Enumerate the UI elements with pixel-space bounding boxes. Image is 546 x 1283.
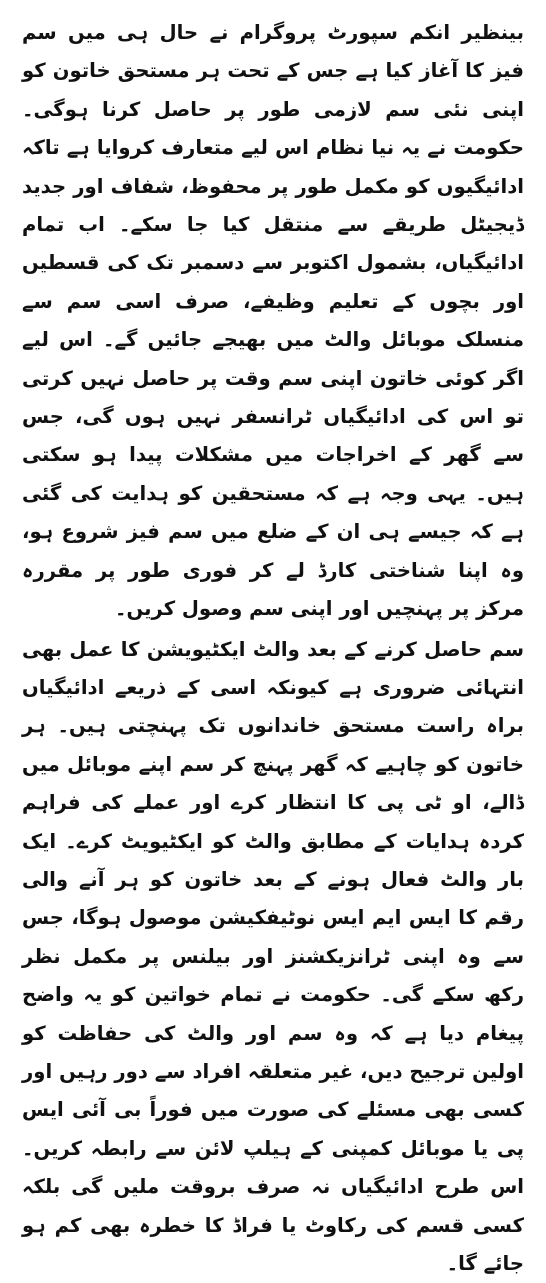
article-paragraph-1: بینظیر انکم سپورٹ پروگرام نے حال ہی میں سم فیز کا آغاز کیا ہے جس کے تحت ہر مستحق خاتون کو اپنی نئی سم لازمی طور پر حاصل کرنا ہوگی۔ حکومت نے یہ نیا نظام اس لیے متعارف کروایا ہے تاکہ ادائیگیوں کو مکمل طور پر محفوظ، شفاف اور جدید ڈیجیٹل طریقے سے منتقل کیا جا سکے۔ اب تمام ادائیگیاں، بشمول اکتوبر سے دسمبر تک کی قسطیں اور بچوں کے تعلیم وظیفے، صرف اسی سم سے منسلک موبائل والٹ میں بھیجے جائیں گے۔ اس لیے اگر کوئی خاتون اپنی سم وقت پر حاصل نہیں کرتی تو اس کی ادائیگیاں ٹرانسفر نہیں ہوں گی، جس سے گھر کے اخراجات میں مشکلات پیدا ہو سکتی ہیں۔ یہی وجہ ہے کہ مستحقین کو ہدایت کی گئی ہے کہ جیسے ہی ان کے ضلع میں سم فیز شروع ہو، وہ اپنا شناختی کارڈ لے کر فوری طور پر مقررہ مرکز پر پہنچیں اور اپنی سم وصول کریں۔ [22,14,524,629]
article-paragraph-2: سم حاصل کرنے کے بعد والٹ ایکٹیویشن کا عمل بھی انتہائی ضروری ہے کیونکہ اسی کے ذریعے ادائیگیاں براہ راست مستحق خاندانوں تک پہنچتی ہیں۔ ہر خاتون کو چاہیے کہ گھر پہنچ کر سم اپنے موبائل میں ڈالے، او ٹی پی کا انتظار کرے اور عملے کی فراہم کردہ ہدایات کے مطابق والٹ کو ایکٹیویٹ کرے۔ ایک بار والٹ فعال ہونے کے بعد خاتون کو ہر آنے والی رقم کا ایس ایم ایس نوٹیفکیشن موصول ہوگا، جس سے وہ اپنی ٹرانزیکشنز اور بیلنس پر مکمل نظر رکھ سکے گی۔ حکومت نے تمام خواتین کو یہ واضح پیغام دیا ہے کہ وہ سم اور والٹ کی حفاظت کو اولین ترجیح دیں، غیر متعلقہ افراد سے دور رہیں اور کسی بھی مسئلے کی صورت میں فوراً بی آئی ایس پی یا موبائل کمپنی کے ہیلپ لائن سے رابطہ کریں۔ اس طرح ادائیگیاں نہ صرف بروقت ملیں گی بلکہ کسی قسم کی رکاوٹ یا فراڈ کا خطرہ بھی کم ہو جائے گا۔ [22,631,524,1283]
